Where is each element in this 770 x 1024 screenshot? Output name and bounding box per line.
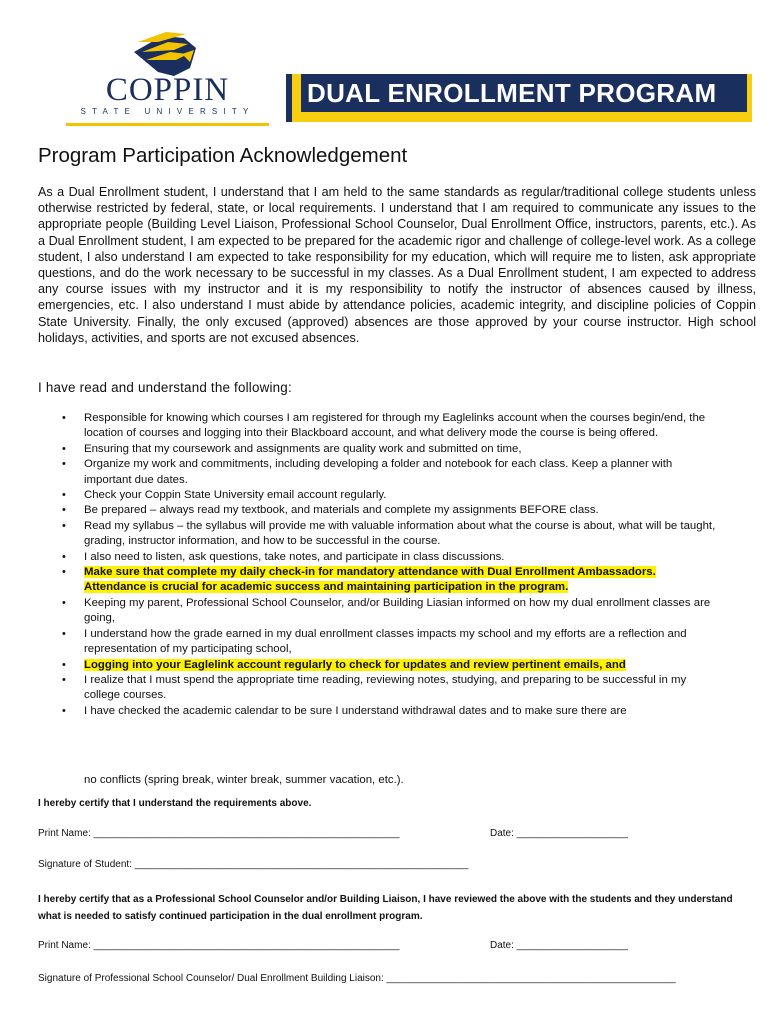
- list-item: • Organize my work and commitments, including developing a folder and notebook for each class. Keep a planner with important due dates.: [62, 458, 673, 486]
- requirements-list: [0, 411, 760, 719]
- bullet-icon: •: [62, 504, 66, 517]
- list-item: • I also need to listen, ask questions, take notes, and participate in class discussions.: [0, 550, 760, 565]
- bullet-icon: •: [62, 627, 66, 640]
- bullet-icon: •: [62, 489, 66, 502]
- list-item: • Read my syllabus – the syllabus will provide me with valuable information about what the course is about, what will be taught, grading, instructor information, and how to be successful in the course.: [62, 519, 716, 548]
- print-name-field-student[interactable]: Print Name: _______________________________________________________: [38, 828, 400, 839]
- list-item: • Responsible for knowing which courses I am registered for through my Eaglelinks account when the courses begin/end, the location of courses and logging into their Blackboard account, and what delivery mode the course is being offered.: [62, 412, 706, 440]
- bullet-icon: •: [62, 566, 66, 579]
- date-field-counselor[interactable]: Date: ____________________: [490, 940, 628, 951]
- print-name-field-counselor[interactable]: Print Name: _______________________________________________________: [38, 940, 400, 951]
- program-banner: [286, 74, 752, 122]
- list-item: • I understand how the grade earned in my dual enrollment classes impacts my school and my efforts are a reflection and representation of my participating school,: [62, 627, 687, 656]
- intro-paragraph: As a Dual Enrollment student, I understand that I am held to the same standards as regular/traditional college students unless otherwise restricted by federal, state, or local requirements. I understand that I am required to communicate any issues to the appropriate people (Building Level Liaison, Professional School Counselor, Dual Enrollment Office, instructors, parents, etc.). As a Dual Enrollment student, I am expected to be prepared for the academic rigor and challenge of college-level work. As a college student, I also understand I am expected to take responsibility for my education, which will require me to listen, ask appropriate questions, and do the work necessary to be successful in my classes. As a Dual Enrollment student, I am expected to address any course issues with my instructor and it is my responsibility to notify the instructor of absences caused by illness, emergencies, etc. I also understand I must abide by attendance policies, academic integrity, and discipline policies of Coppin State University. Finally, the only excused (approved) absences are those approved by your course instructor. High school holidays, activities, and sports are not excused absences.: [38, 185, 756, 345]
- list-item-highlighted: • Logging into your Eaglelink account regularly to check for updates and review pertinent emails, and: [0, 658, 760, 673]
- bullet-icon: •: [62, 412, 66, 424]
- bullet-icon: •: [62, 704, 66, 717]
- logo-wordmark: COPPIN: [105, 72, 230, 108]
- bullet-icon: •: [62, 658, 66, 671]
- banner-title: DUAL ENROLLMENT PROGRAM: [301, 74, 747, 112]
- student-certify-statement: I hereby certify that I understand the requirements above.: [38, 798, 312, 809]
- logo-subline: STATE UNIVERSITY: [80, 107, 255, 116]
- page-title: Program Participation Acknowledgement: [38, 144, 408, 167]
- bullet-icon: •: [62, 596, 66, 609]
- date-field-student[interactable]: Date: ____________________: [490, 828, 628, 839]
- list-lead: I have read and understand the following:: [38, 380, 292, 395]
- bullet-icon: •: [62, 442, 66, 455]
- student-signature-field[interactable]: Signature of Student: ____________________________________________________________: [38, 859, 469, 870]
- counselor-certify-statement: I hereby certify that as a Professional School Counselor and/or Building Liaison, I have reviewed the above with the students and they understand what is needed to satisfy continued participation in the dual enrollment program.: [38, 894, 733, 922]
- list-item: • I have checked the academic calendar to be sure I understand withdrawal dates and to make sure there are: [0, 704, 760, 719]
- logo-underline: [66, 123, 269, 126]
- list-item: • Keeping my parent, Professional School Counselor, and/or Building Liasian informed on how my dual enrollment classes are going,: [62, 596, 711, 625]
- bullet-icon: •: [62, 458, 66, 471]
- list-item: • Check your Coppin State University email account regularly.: [0, 488, 760, 503]
- bullet-icon: •: [62, 550, 66, 563]
- bullet-icon: •: [62, 519, 66, 532]
- bullet-icon: •: [62, 673, 66, 686]
- list-item: • Be prepared – always read my textbook, and materials and complete my assignments BEFORE class.: [0, 503, 760, 518]
- list-item: • I realize that I must spend the appropriate time reading, reviewing notes, studying, and preparing to be successful in my college courses.: [62, 673, 687, 702]
- list-item-continuation: no conflicts (spring break, winter break, summer vacation, etc.).: [84, 774, 404, 786]
- counselor-signature-field[interactable]: Signature of Professional School Counselor/ Dual Enrollment Building Liaison: ____________________________________________________: [38, 973, 676, 984]
- list-item: • Ensuring that my coursework and assignments are quality work and submitted on time,: [0, 442, 760, 457]
- list-item-highlighted: • Make sure that complete my daily check-in for mandatory attendance with Dual Enrollment Ambassadors. Attendance is crucial for academic success and maintaining participation in the program.: [62, 566, 656, 594]
